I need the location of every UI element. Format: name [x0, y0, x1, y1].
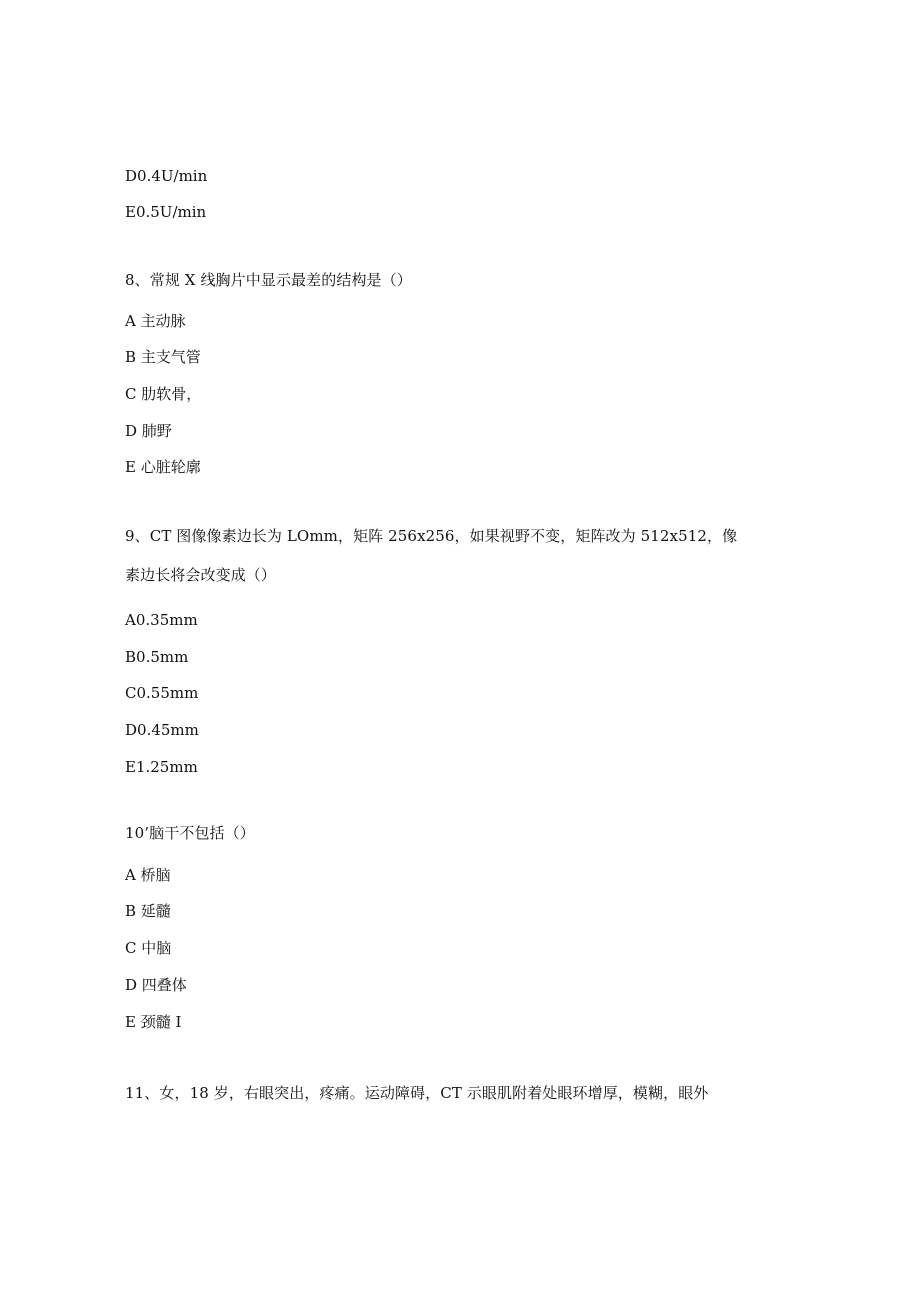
option-e-q9: E1.25mm — [125, 758, 198, 776]
option-d-q8: D 肺野 — [125, 422, 172, 440]
question-9-line-1: 9、CT 图像像素边长为 LOmm，矩阵 256x256，如果视野不变，矩阵改为 512x512，像 — [125, 527, 738, 545]
question-11: 11、女，18 岁，右眼突出，疼痛。运动障碍，CT 示眼肌附着处眼环增厚，模糊，眼外 — [125, 1084, 709, 1102]
option-e-q10: E 颈髓 I — [125, 1013, 182, 1031]
option-b-q10: B 延髓 — [125, 902, 171, 920]
question-9-line-2: 素边长将会改变成（） — [125, 566, 277, 584]
question-10: 10’脑干不包括（） — [125, 824, 255, 842]
option-c-q8: C 肋软骨， — [125, 385, 202, 403]
option-a-q9: A0.35mm — [125, 611, 198, 629]
option-d-q9: D0.45mm — [125, 721, 199, 739]
question-8: 8、常规 X 线胸片中显示最差的结构是（） — [125, 271, 412, 289]
option-b-q8: B 主支气管 — [125, 348, 201, 366]
option-d-q7: D0.4U/min — [125, 167, 208, 185]
option-c-q10: C 中脑 — [125, 939, 172, 957]
option-b-q9: B0.5mm — [125, 648, 189, 666]
option-a-q10: A 桥脑 — [125, 866, 171, 884]
option-e-q7: E0.5U/min — [125, 203, 207, 221]
option-c-q9: C0.55mm — [125, 684, 199, 702]
option-d-q10: D 四叠体 — [125, 976, 187, 994]
option-e-q8: E 心脏轮廓 — [125, 458, 201, 476]
option-a-q8: A 主动脉 — [125, 312, 186, 330]
